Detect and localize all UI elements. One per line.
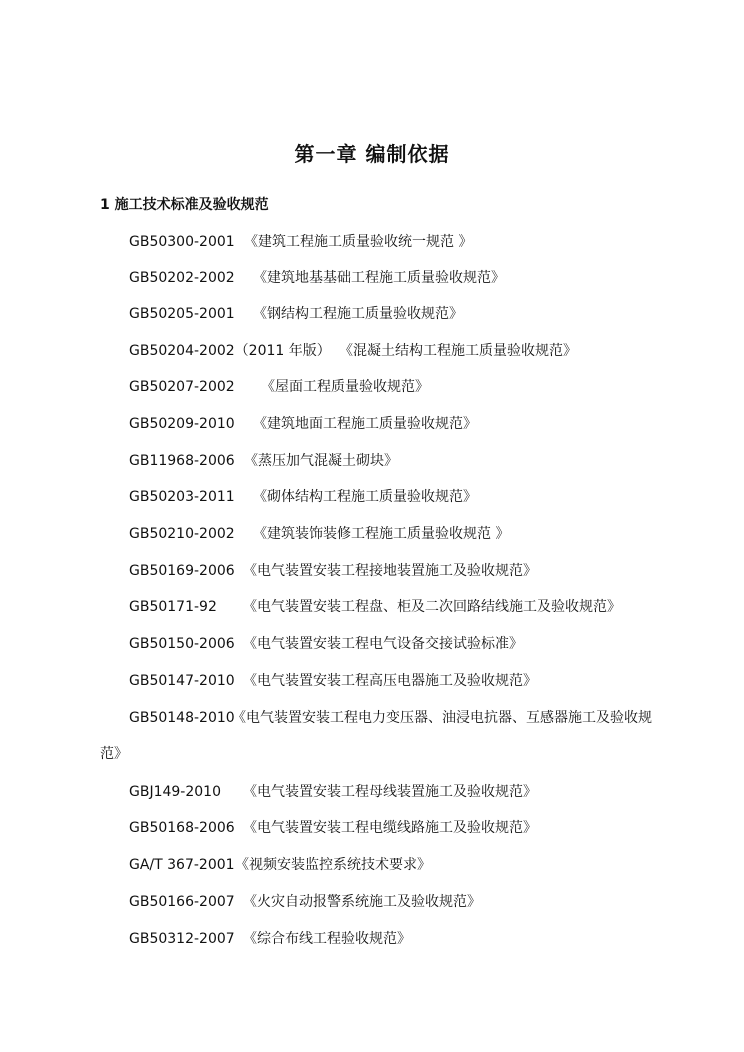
standard-item — [129, 929, 411, 949]
standard-code: GB50312-2007 — [129, 931, 235, 947]
standard-name: 《电气装置安装工程母线装置施工及验收规范》 — [243, 784, 537, 800]
standard-item — [129, 597, 621, 617]
standard-name: 《电气装置安装工程电力变压器、油浸电抗器、互感器施工及验收规 — [232, 710, 652, 726]
standard-item — [129, 892, 481, 912]
standard-name: 《综合布线工程验收规范》 — [243, 931, 411, 947]
standard-code: GB50168-2006 — [129, 820, 235, 836]
standard-item — [129, 487, 477, 507]
standard-item — [129, 377, 429, 397]
standard-name: 《建筑地基基础工程施工质量验收规范》 — [253, 270, 505, 286]
standard-code: GB50205-2001 — [129, 306, 235, 322]
standard-name-continuation: 范》 — [100, 746, 128, 762]
standard-name: 《混凝土结构工程施工质量验收规范》 — [339, 343, 577, 359]
standard-code: GB50204-2002（2011 年版） — [129, 343, 331, 359]
standard-code: GB50207-2002 — [129, 379, 235, 395]
standard-item — [129, 232, 472, 252]
standard-code: GB50148-2010 — [129, 710, 235, 726]
standard-code: GB11968-2006 — [129, 453, 235, 469]
section-heading: 1 施工技术标准及验收规范 — [100, 197, 269, 213]
standard-code: GA/T 367-2001 — [129, 857, 235, 873]
standard-name: 《建筑工程施工质量验收统一规范 》 — [244, 234, 473, 250]
standard-name: 《钢结构工程施工质量验收规范》 — [253, 306, 463, 322]
standard-name: 《电气装置安装工程接地装置施工及验收规范》 — [243, 563, 537, 579]
standard-code: GB50209-2010 — [129, 416, 235, 432]
standard-name: 《电气装置安装工程电缆线路施工及验收规范》 — [243, 820, 537, 836]
standard-name: 《建筑装饰装修工程施工质量验收规范 》 — [253, 526, 510, 542]
standard-code: GB50210-2002 — [129, 526, 235, 542]
standard-item — [129, 451, 398, 471]
standard-code: GBJ149-2010 — [129, 784, 221, 800]
standard-name: 《火灾自动报警系统施工及验收规范》 — [243, 894, 481, 910]
standard-name: 《视频安装监控系统技术要求》 — [235, 857, 431, 873]
standard-name: 《电气装置安装工程电气设备交接试验标准》 — [243, 636, 523, 652]
standard-item — [129, 341, 577, 361]
standard-item — [129, 855, 431, 875]
standard-code: GB50300-2001 — [129, 234, 235, 250]
standard-code: GB50202-2002 — [129, 270, 235, 286]
standard-code: GB50150-2006 — [129, 636, 235, 652]
standard-item — [129, 304, 463, 324]
standard-code: GB50171-92 — [129, 599, 217, 615]
standard-code: GB50166-2007 — [129, 894, 235, 910]
standard-name: 《砌体结构工程施工质量验收规范》 — [253, 489, 477, 505]
standard-item — [129, 524, 509, 544]
standard-code: GB50203-2011 — [129, 489, 235, 505]
standard-name: 《电气装置安装工程盘、柜及二次回路结线施工及验收规范》 — [243, 599, 621, 615]
standard-item — [129, 414, 477, 434]
standard-name: 《屋面工程质量验收规范》 — [261, 379, 429, 395]
standard-name: 《蒸压加气混凝土砌块》 — [244, 453, 398, 469]
standard-item — [129, 561, 537, 581]
standard-item — [129, 708, 652, 728]
standard-code: GB50147-2010 — [129, 673, 235, 689]
chapter-title: 第一章 编制依据 — [294, 142, 450, 166]
standard-code: GB50169-2006 — [129, 563, 235, 579]
standard-name: 《建筑地面工程施工质量验收规范》 — [253, 416, 477, 432]
standard-name: 《电气装置安装工程高压电器施工及验收规范》 — [243, 673, 537, 689]
standard-item — [129, 818, 537, 838]
standard-item — [129, 268, 505, 288]
standard-item — [129, 782, 537, 802]
standard-item — [129, 634, 523, 654]
standard-item — [129, 671, 537, 691]
